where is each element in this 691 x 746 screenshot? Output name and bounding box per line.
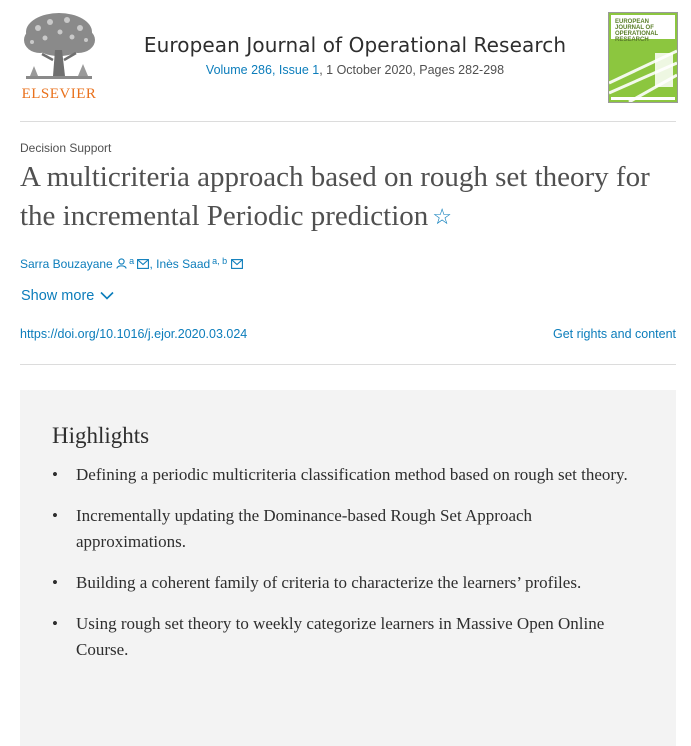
show-more-button[interactable] [21, 288, 114, 304]
chevron-down-icon [100, 291, 114, 300]
show-more-label: Show more [21, 288, 95, 304]
highlight-item [52, 611, 642, 663]
doi-link[interactable]: https://doi.org/10.1016/j.ejor.2020.03.024 [20, 327, 248, 341]
highlight-item [52, 462, 642, 488]
bullet: • [52, 614, 58, 633]
rights-link[interactable]: Get rights and content [553, 327, 676, 341]
highlight-text: Building a coherent family of criteria to characterize the learners’ profiles. [76, 573, 582, 592]
article-divider [20, 364, 676, 365]
author-separator: , [149, 257, 153, 271]
highlight-item [52, 570, 642, 596]
affiliation-marker[interactable]: a, b [212, 256, 228, 266]
highlight-text: Using rough set theory to weekly categorize learners in Massive Open Online Course. [76, 614, 605, 659]
elsevier-logo[interactable] [18, 10, 100, 105]
publisher-wordmark: ELSEVIER [21, 86, 97, 102]
issue-line [110, 63, 600, 77]
elsevier-tree-icon [20, 10, 98, 86]
bullet: • [52, 573, 58, 592]
cover-title: EUROPEAN JOURNAL OF OPERATIONAL RESEARCH [615, 19, 659, 43]
highlights-panel [20, 390, 676, 746]
journal-title[interactable]: European Journal of Operational Research [143, 33, 567, 57]
bullet: • [52, 465, 58, 484]
affiliation-marker[interactable]: a [129, 256, 135, 266]
header-divider [20, 121, 676, 122]
highlight-text: Defining a periodic multicriteria classification method based on rough set theory. [76, 465, 628, 484]
highlights-list [52, 462, 642, 678]
article-type: Decision Support [20, 141, 112, 155]
volume-issue-link[interactable]: Volume 286, Issue 1 [205, 63, 320, 77]
author-list [20, 256, 243, 271]
highlights-title: Highlights [52, 423, 150, 448]
highlight-text: Incrementally updating the Dominance-based Rough Set Approach approximations. [76, 506, 533, 551]
article-title-block [20, 158, 680, 236]
highlight-item [52, 503, 642, 555]
article-title: A multicriteria approach based on rough set theory for the incremental Periodic prediction [20, 161, 650, 232]
star-icon[interactable]: ☆ [432, 204, 452, 229]
journal-header [0, 0, 691, 122]
email-icon[interactable] [231, 259, 243, 269]
bullet: • [52, 506, 58, 525]
email-icon[interactable] [137, 259, 149, 269]
date-pages: , 1 October 2020, Pages 282-298 [319, 63, 505, 77]
journal-info [110, 33, 600, 77]
author-link[interactable]: Sarra Bouzayane [20, 257, 113, 271]
person-icon[interactable] [116, 258, 127, 269]
journal-cover[interactable] [608, 12, 678, 103]
author-link[interactable]: Inès Saad [156, 257, 211, 271]
